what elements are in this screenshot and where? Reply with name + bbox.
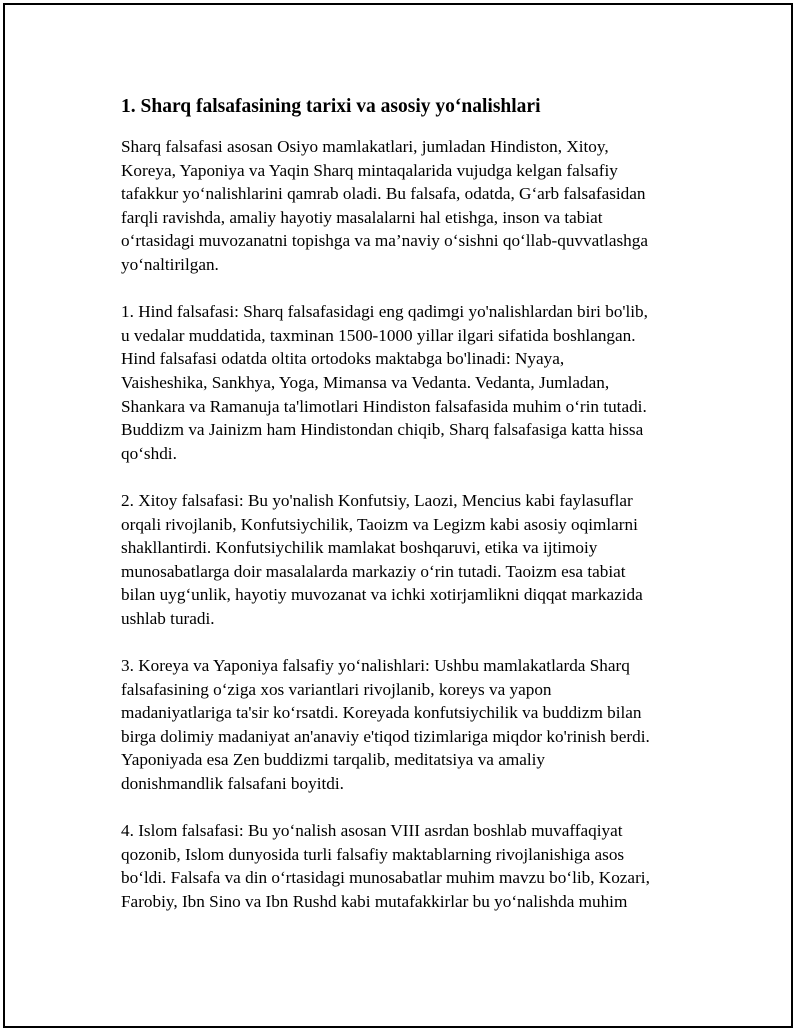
text-line: Sharq falsafasi asosan Osiyo mamlakatlari, jumladan Hindiston, Xitoy,	[121, 137, 609, 156]
text-line: ushlab turadi.	[121, 608, 215, 628]
text-line: bo‘ldi. Falsafa va din o‘rtasidagi munosabatlar muhim mavzu bo‘lib, Kozari,	[121, 868, 650, 888]
text-line: birga dolimiy madaniyat an'anaviy e'tiqod tizimlariga miqdor ko'rinish berdi.	[121, 726, 650, 746]
text-line: 4. Islom falsafasi: Bu yo‘nalish asosan VIII asrdan boshlab muvaffaqiyat	[121, 821, 623, 841]
section-title: 1. Sharq falsafasining tarixi va asosiy yo‘nalishlari	[121, 96, 541, 117]
text-line: Shankara va Ramanuja ta'limotlari Hindiston falsafasida muhim o‘rin tutadi.	[121, 396, 647, 416]
paragraph-list	[121, 135, 701, 914]
text-line: qo‘shdi.	[121, 443, 177, 463]
document-content	[121, 93, 701, 937]
text-line: shakllantirdi. Konfutsiychilik mamlakat boshqaruvi, etika va ijtimoiy	[121, 538, 598, 558]
text-line: 3. Koreya va Yaponiya falsafiy yo‘nalishlari: Ushbu mamlakatlarda Sharq	[121, 656, 630, 676]
paragraph	[121, 654, 701, 796]
paragraph	[121, 489, 701, 631]
text-line: 2. Xitoy falsafasi: Bu yo'nalish Konfutsiy, Laozi, Mencius kabi faylasuflar	[121, 490, 633, 510]
text-line: bilan uyg‘unlik, hayotiy muvozanat va ichki xotirjamlikni diqqat markazida	[121, 585, 643, 605]
text-line: u vedalar muddatida, taxminan 1500-1000 yillar ilgari sifatida boshlangan.	[121, 325, 636, 345]
text-line: madaniyatlariga ta'sir ko‘rsatdi. Koreyada konfutsiychilik va buddizm bilan	[121, 703, 642, 723]
text-line: falsafasining o‘ziga xos variantlari rivojlanib, koreys va yapon	[121, 679, 552, 699]
paragraph	[121, 300, 701, 465]
paragraph	[121, 819, 701, 913]
text-line: Vaisheshika, Sankhya, Yoga, Mimansa va Vedanta. Vedanta, Jumladan,	[121, 372, 610, 392]
text-line: Hind falsafasi odatda oltita ortodoks maktabga bo'linadi: Nyaya,	[121, 349, 565, 369]
text-line: donishmandlik falsafani boyitdi.	[121, 774, 344, 794]
text-line: qozonib, Islom dunyosida turli falsafiy maktablarning rivojlanishiga asos	[121, 844, 625, 864]
text-line: Farobiy, Ibn Sino va Ibn Rushd kabi mutafakkirlar bu yo‘nalishda muhim	[121, 892, 628, 911]
text-line: 1. Hind falsafasi: Sharq falsafasidagi eng qadimgi yo'nalishlardan biri bo'lib,	[121, 302, 648, 322]
text-line: farqli ravishda, amaliy hayotiy masalalarni hal etishga, inson va tabiat	[121, 207, 603, 227]
text-line: Yaponiyada esa Zen buddizmi tarqalib, meditatsiya va amaliy	[121, 750, 546, 770]
text-line: munosabatlarga doir masalalarda markaziy o‘rin tutadi. Taoizm esa tabiat	[121, 561, 626, 581]
text-line: orqali rivojlanib, Konfutsiychilik, Taoizm va Legizm kabi asosiy oqimlarni	[121, 514, 638, 534]
text-line: tafakkur yo‘nalishlarini qamrab oladi. Bu falsafa, odatda, G‘arb falsafasidan	[121, 184, 646, 204]
document-page	[3, 3, 793, 1028]
paragraph	[121, 135, 701, 277]
text-line: o‘rtasidagi muvozanatni topishga va ma’naviy o‘sishni qo‘llab-quvvatlashga	[121, 231, 648, 251]
text-line: yo‘naltirilgan.	[121, 254, 219, 274]
text-line: Koreya, Yaponiya va Yaqin Sharq mintaqalarida vujudga kelgan falsafiy	[121, 160, 618, 180]
text-line: Buddizm va Jainizm ham Hindistondan chiqib, Sharq falsafasiga katta hissa	[121, 420, 644, 440]
